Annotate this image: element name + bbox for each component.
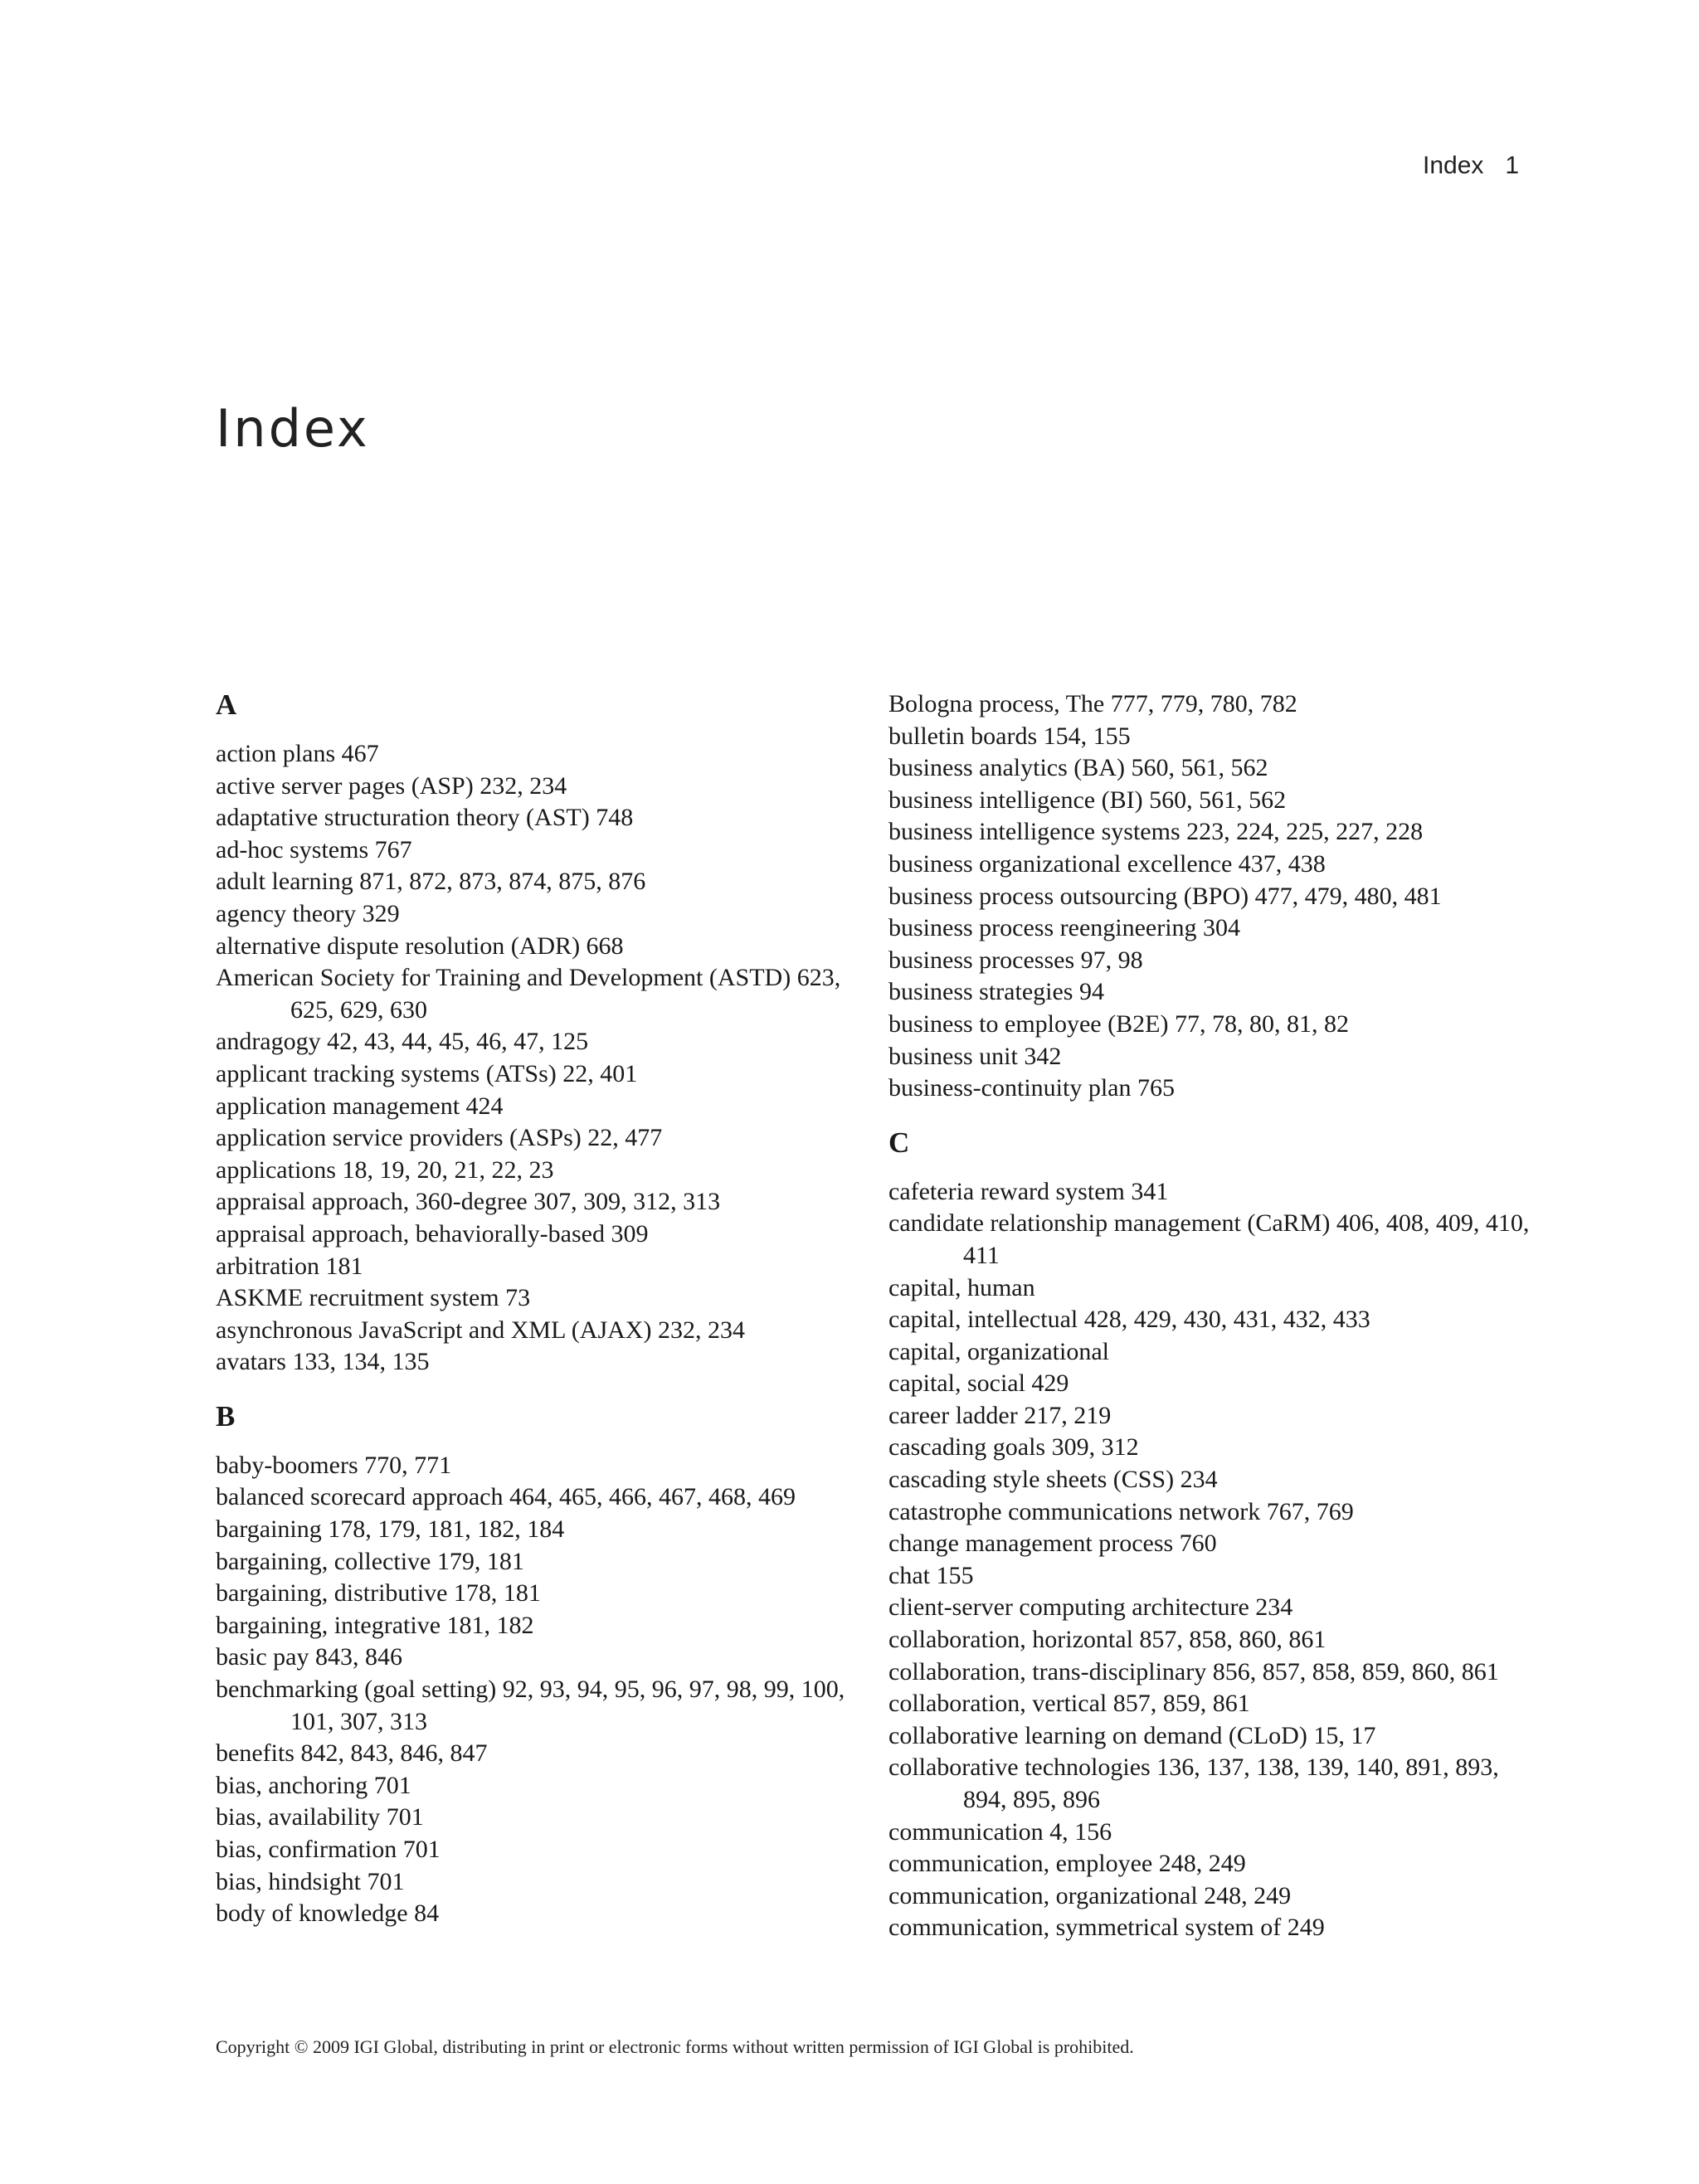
index-entry-list [888,1176,1544,1944]
index-entry: business unit 342 [888,1042,1062,1070]
index-entry: business to employee (B2E) 77, 78, 80, 81, 82 [888,1009,1349,1038]
right-column [888,688,1544,1944]
running-head [1423,152,1519,180]
index-entry: bias, anchoring 701 [216,1771,411,1799]
index-entry: alternative dispute resolution (ADR) 668 [216,931,624,960]
index-entry: collaborative learning on demand (CLoD) 15, 17 [888,1721,1376,1749]
index-entry: avatars 133, 134, 135 [216,1348,430,1376]
index-entry: body of knowledge 84 [216,1899,440,1928]
index-entry: bargaining, collective 179, 181 [216,1547,524,1575]
index-entry: career ladder 217, 219 [888,1401,1112,1429]
index-entry: business analytics (BA) 560, 561, 562 [888,754,1268,782]
index-entry: applicant tracking systems (ATSs) 22, 401 [216,1059,638,1087]
index-entry-list [216,1450,871,1930]
index-entry: bias, availability 701 [216,1803,424,1831]
index-entry: bargaining 178, 179, 181, 182, 184 [216,1515,565,1544]
index-entry: active server pages (ASP) 232, 234 [216,771,567,800]
index-entry: andragogy 42, 43, 44, 45, 46, 47, 125 [216,1028,589,1056]
index-entry: communication 4, 156 [888,1817,1112,1846]
index-entry: arbitration 181 [216,1252,363,1280]
index-entry: communication, symmetrical system of 249 [888,1914,1325,1942]
index-entry: collaboration, horizontal 857, 858, 860, 861 [888,1626,1327,1654]
index-entry: business processes 97, 98 [888,946,1143,974]
index-entry: baby-boomers 770, 771 [216,1451,452,1479]
index-entry: capital, organizational [888,1337,1110,1365]
index-entry: applications 18, 19, 20, 21, 22, 23 [216,1155,554,1184]
running-head-label: Index [1423,152,1484,179]
index-entry: client-server computing architecture 234 [888,1593,1293,1622]
index-entry: communication, organizational 248, 249 [888,1881,1292,1909]
index-entry: balanced scorecard approach 464, 465, 466, 467, 468, 469 [216,1483,796,1511]
index-entry-list [216,738,871,1379]
index-entry: change management process 760 [888,1530,1217,1558]
index-entry: basic pay 843, 846 [216,1643,402,1671]
index-entry: Bologna process, The 777, 779, 780, 782 [888,690,1297,717]
index-entry: business organizational excellence 437, 438 [888,849,1326,878]
index-entry: bias, confirmation 701 [216,1836,441,1863]
index-entry: catastrophe communications network 767, 769 [888,1497,1354,1525]
index-entry: agency theory 329 [216,899,400,927]
index-entry: adult learning 871, 872, 873, 874, 875, 876 [216,868,646,896]
index-entry: candidate relationship management (CaRM) 406, 408, 409, 410, 411 [888,1209,1530,1269]
index-entry: appraisal approach, 360-degree 307, 309, 312, 313 [216,1188,721,1216]
index-entry: capital, human [888,1273,1035,1301]
index-entry: benefits 842, 843, 846, 847 [216,1739,488,1768]
index-entry: business-continuity plan 765 [888,1074,1175,1102]
index-entry: action plans 467 [216,740,379,767]
index-entry: collaboration, vertical 857, 859, 861 [888,1690,1250,1718]
index-entry: bargaining, integrative 181, 182 [216,1611,534,1639]
index-entry: business process reengineering 304 [888,914,1241,942]
index-entry: business intelligence (BI) 560, 561, 562 [888,786,1287,814]
index-entry: cafeteria reward system 341 [888,1177,1169,1205]
index-entry: capital, social 429 [888,1369,1069,1398]
index-entry: collaboration, trans-disciplinary 856, 857, 858, 859, 860, 861 [888,1657,1499,1685]
index-entry: bias, hindsight 701 [216,1867,405,1895]
index-entry: adaptative structuration theory (AST) 748 [216,804,634,832]
section-letter-a: A [216,688,237,721]
index-entry: cascading style sheets (CSS) 234 [888,1466,1218,1494]
index-entry: application management 424 [216,1092,504,1120]
index-entry: business strategies 94 [888,978,1104,1006]
index-entry: American Society for Training and Development (ASTD) 623, 625, 629, 630 [216,964,841,1024]
index-entry: asynchronous JavaScript and XML (AJAX) 232, 234 [216,1316,745,1344]
copyright-notice: Copyright © 2009 IGI Global, distributing in print or electronic forms without written permission of IGI Global is prohibited. [216,2036,1134,2057]
index-entry: application service providers (ASPs) 22, 477 [216,1124,663,1152]
index-entry: chat 155 [888,1561,974,1589]
index-entry: bulletin boards 154, 155 [888,722,1131,750]
index-entry: appraisal approach, behaviorally-based 309 [216,1219,649,1248]
page-number: 1 [1505,152,1520,179]
index-entry: collaborative technologies 136, 137, 138, 139, 140, 891, 893, 894, 895, 896 [888,1754,1499,1813]
index-entry: capital, intellectual 428, 429, 430, 431, 432, 433 [888,1306,1370,1334]
left-column [216,688,871,1930]
index-entry: business intelligence systems 223, 224, 225, 227, 228 [888,818,1424,846]
index-entry: business process outsourcing (BPO) 477, 479, 480, 481 [888,882,1442,910]
index-entry: benchmarking (goal setting) 92, 93, 94, 95, 96, 97, 98, 99, 100, 101, 307, 313 [216,1676,845,1735]
index-entry: communication, employee 248, 249 [888,1850,1246,1878]
section-letter-b: B [216,1399,236,1432]
index-entry-list [888,688,1544,1105]
page-title: Index [216,398,370,459]
section-letter-c: C [888,1126,910,1159]
index-entry: ad-hoc systems 767 [216,835,412,863]
index-entry: ASKME recruitment system 73 [216,1284,531,1312]
index-entry: bargaining, distributive 178, 181 [216,1579,541,1608]
index-entry: cascading goals 309, 312 [888,1433,1139,1462]
